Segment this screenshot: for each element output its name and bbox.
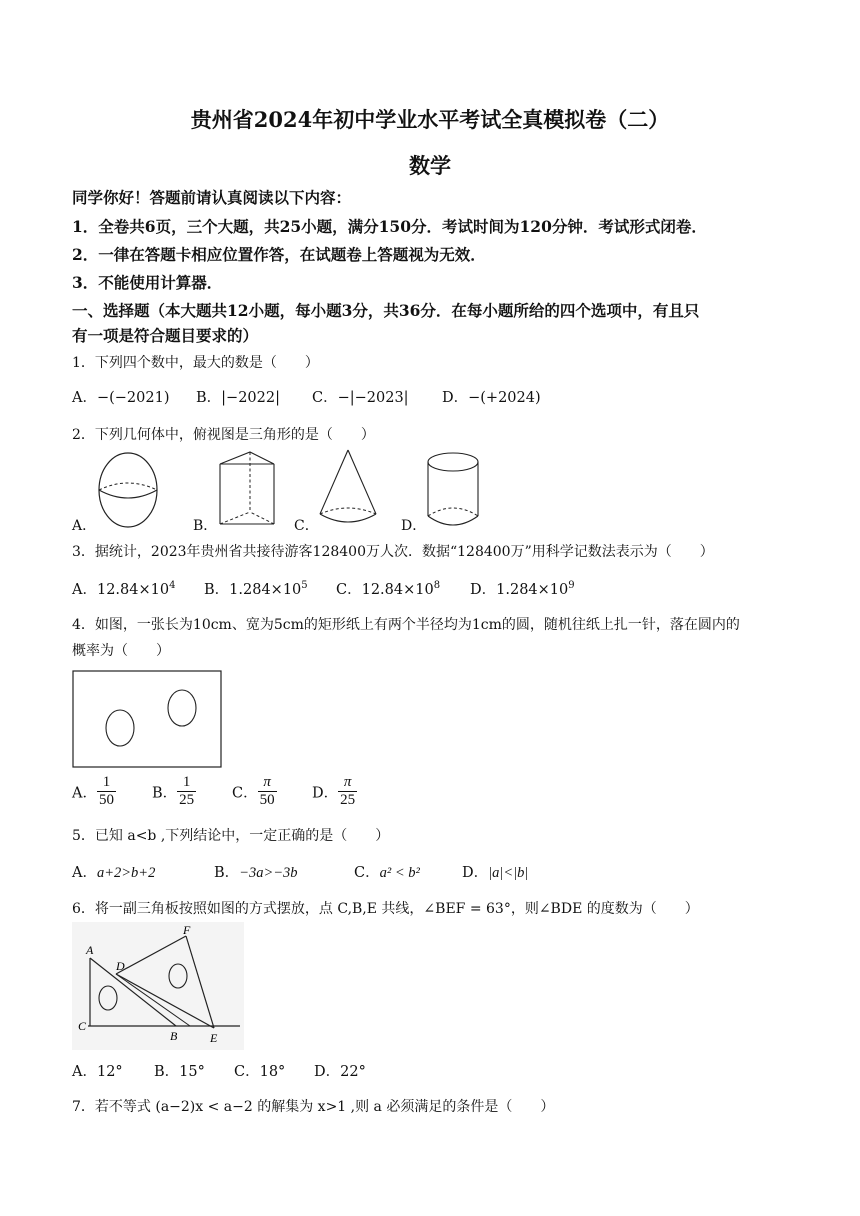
question-4-stem-line2: 概率为（ ） (72, 643, 170, 659)
question-1-option-a: A．−(−2021) (72, 390, 170, 406)
question-4-option-a: A． $\frac{1}{50}$ (72, 774, 114, 809)
instruction-item-3: 3．不能使用计算器． (72, 273, 223, 292)
question-5-option-a: A．a+2>b+2 (72, 865, 156, 881)
instruction-item-1: 1．全卷共6页，三个大题，共25小题，满分150分．考试时间为120分钟．考试形式闭卷． (72, 217, 707, 236)
question-1-option-c: C．−|−2023| (312, 390, 409, 406)
triangle-set-figure (72, 922, 244, 1050)
question-3-option-d: D．$1.284\times 10^9$ (470, 580, 575, 598)
figure-label-f: F (183, 923, 191, 937)
question-2-label-a: A． (72, 518, 97, 534)
section-heading-line2: 有一项是符合题目要求的） (72, 326, 259, 345)
exam-title: 贵州省2024年初中学业水平考试全真模拟卷（二） (190, 107, 670, 132)
question-3-option-b: B．$1.284\times 10^5$ (204, 580, 308, 598)
instructions-greeting: 同学你好！答题前请认真阅读以下内容： (72, 188, 352, 207)
question-5-option-d: D．|a|<|b| (462, 865, 529, 881)
question-4-option-d: D． $\frac{\pi}{25}$ (312, 774, 356, 809)
question-1-stem: 1．下列四个数中，最大的数是（ ） (72, 355, 319, 371)
question-6-option-b: B．15° (154, 1064, 205, 1080)
figure-label-e: E (210, 1031, 218, 1045)
figure-label-c: C (78, 1019, 87, 1033)
question-6-option-d: D．22° (314, 1064, 366, 1080)
question-1-option-b: B．|−2022| (196, 390, 280, 406)
section-heading-line1: 一、选择题（本大题共12小题，每小题3分，共36分．在每小题所给的四个选项中，有且只 (72, 301, 700, 320)
question-3-option-a: A．$12.84\times 10^4$ (72, 580, 176, 598)
question-2-label-d: D． (401, 518, 427, 534)
instruction-item-2: 2．一律在答题卡相应位置作答，在试题卷上答题视为无效． (72, 245, 486, 264)
question-5-option-c: C．a² < b² (354, 865, 420, 881)
subject-title: 数学 (409, 153, 451, 178)
question-4-option-b: B． $\frac{1}{25}$ (152, 774, 195, 809)
question-3-option-c: C．$12.84\times 10^8$ (336, 580, 441, 598)
question-6-option-a: A．12° (72, 1064, 123, 1080)
question-7-stem: 7．若不等式 (a−2)x < a−2 的解集为 x>1 ,则 a 必须满足的条件是（ ） (72, 1099, 555, 1115)
cone-icon (316, 446, 380, 530)
question-5-option-b: B．−3a>−3b (214, 865, 298, 881)
figure-label-d: D (116, 959, 125, 973)
question-5-stem: 5．已知 a<b ,下列结论中，一定正确的是（ ） (72, 828, 390, 844)
question-3-stem: 3．据统计，2023年贵州省共接待游客128400万人次．数据“128400万”用科学记数法表示为（ ） (72, 544, 714, 560)
question-6-stem: 6．将一副三角板按照如图的方式摆放，点 C,B,E 共线，∠BEF = 63°，则∠BDE 的度数为（ ） (72, 901, 699, 917)
sphere-icon (96, 450, 162, 530)
question-6-option-c: C．18° (234, 1064, 286, 1080)
cylinder-icon (424, 450, 482, 530)
question-4-option-c: C． $\frac{\pi}{50}$ (232, 774, 275, 809)
question-2-stem: 2．下列几何体中，俯视图是三角形的是（ ） (72, 427, 375, 443)
question-2-label-c: C． (294, 518, 319, 534)
figure-label-a: A (86, 943, 94, 957)
question-4-stem-line1: 4．如图，一张长为10cm、宽为5cm的矩形纸上有两个半径均为1cm的圆，随机往纸上扎一针，落在圆内的 (72, 617, 740, 633)
triangular-prism-icon (214, 448, 280, 530)
rectangle-with-circles-figure (72, 670, 224, 770)
question-1-option-d: D．−(+2024) (442, 390, 541, 406)
question-2-label-b: B． (193, 518, 218, 534)
figure-label-b: B (170, 1029, 178, 1043)
